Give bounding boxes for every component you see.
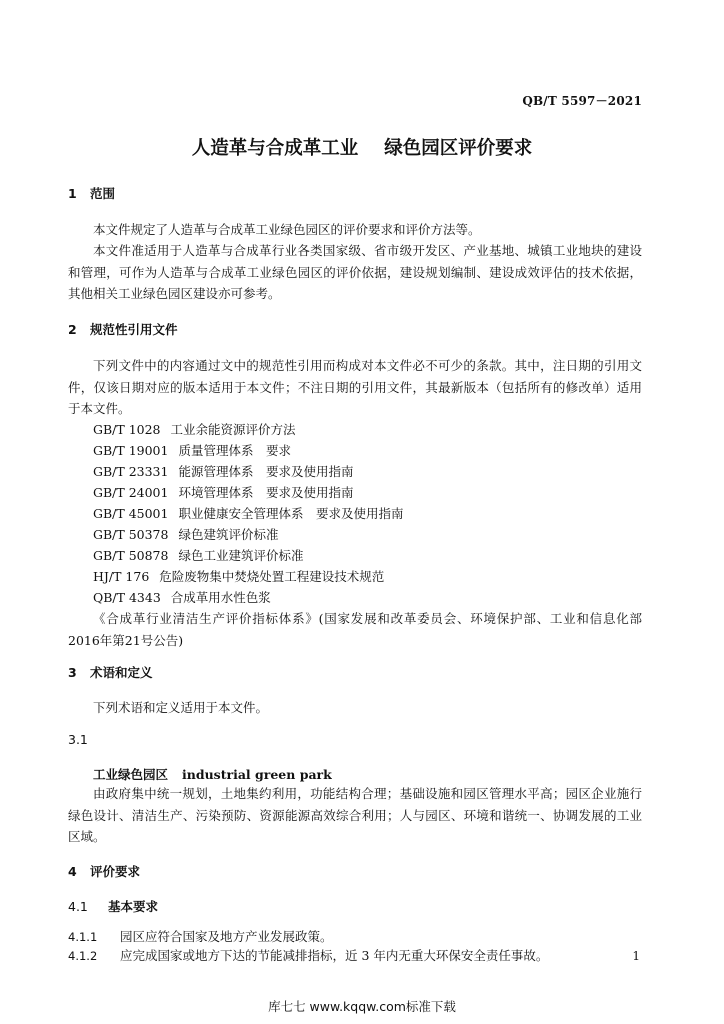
clause-number: 4.1.2 <box>68 949 98 963</box>
clause-4-1-1 <box>68 927 333 945</box>
reference-item <box>93 587 271 609</box>
section-title: 术语和定义 <box>90 665 153 680</box>
section-1-paragraph-1: 本文件规定了人造革与合成革工业绿色园区的评价要求和评价方法等。 <box>93 222 481 237</box>
section-1-heading <box>68 184 115 202</box>
section-number: 3 <box>68 665 77 680</box>
footer-watermark: 库七七 www.kqqw.com标准下载 <box>268 999 456 1014</box>
reference-code: GB/T 1028 <box>93 422 161 437</box>
section-number: 4 <box>68 864 77 879</box>
clause-text: 园区应符合国家及地方产业发展政策。 <box>120 929 333 944</box>
document-title <box>0 134 724 160</box>
page-number: 1 <box>632 949 640 963</box>
title-part-2: 绿色园区评价要求 <box>384 138 533 159</box>
section-title: 规范性引用文件 <box>90 322 178 337</box>
reference-code: GB/T 50378 <box>93 527 169 542</box>
other-reference: 《合成革行业清洁生产评价指标体系》(国家发展和改革委员会、环境保护部、工业和信息化部2016年第21号公告) <box>68 611 642 648</box>
reference-name: 合成革用水性色浆 <box>170 590 271 605</box>
subsection-3-1-number: 3.1 <box>68 732 88 747</box>
reference-item <box>93 419 296 441</box>
term-english: industrial green park <box>182 767 332 782</box>
reference-item <box>93 440 291 462</box>
section-2-heading <box>68 320 178 338</box>
reference-name: 环境管理体系 要求及使用指南 <box>178 485 354 500</box>
section-4-heading <box>68 862 140 880</box>
reference-code: GB/T 24001 <box>93 485 169 500</box>
title-part-1: 人造革与合成革工业 <box>191 138 359 159</box>
term-entry <box>93 765 332 783</box>
reference-code: QB/T 4343 <box>93 590 161 605</box>
subsection-number: 4.1 <box>68 899 88 914</box>
section-3-intro: 下列术语和定义适用于本文件。 <box>93 700 269 715</box>
reference-item <box>93 545 303 567</box>
section-title: 范围 <box>90 186 116 201</box>
reference-item <box>93 524 278 546</box>
reference-code: GB/T 45001 <box>93 506 169 521</box>
subsection-4-1-heading <box>68 897 158 915</box>
reference-name: 能源管理体系 要求及使用指南 <box>178 464 354 479</box>
section-3-heading <box>68 663 153 681</box>
section-number: 2 <box>68 322 77 337</box>
clause-4-1-2 <box>68 946 548 964</box>
section-1-paragraph-2: 本文件准适用于人造革与合成革行业各类国家级、省市级开发区、产业基地、城镇工业地块的建设和管理，可作为人造革与合成革工业绿色园区的评价依据，建设规划编制、建设成效评估的技术依据，其他相关工业绿色园区建设亦可参考。 <box>68 243 642 301</box>
term-definition: 由政府集中统一规划，土地集约利用，功能结构合理；基础设施和园区管理水平高；园区企业施行绿色设计、清洁生产、污染预防、资源能源高效综合利用；人与园区、环境和谐统一、协调发展的工业区域。 <box>68 786 642 844</box>
reference-item <box>93 566 384 588</box>
reference-name: 危险废物集中焚烧处置工程建设技术规范 <box>159 569 385 584</box>
reference-code: GB/T 23331 <box>93 464 169 479</box>
section-number: 1 <box>68 186 77 201</box>
reference-item <box>93 503 403 525</box>
section-2-intro: 下列文件中的内容通过文中的规范性引用而构成对本文件必不可少的条款。其中，注日期的引用文件，仅该日期对应的版本适用于本文件；不注日期的引用文件，其最新版本（包括所有的修改单）适用于本文件。 <box>68 358 642 416</box>
reference-code: HJ/T 176 <box>93 569 150 584</box>
standard-number: QB/T 5597－2021 <box>522 94 642 108</box>
reference-name: 绿色建筑评价标准 <box>178 527 279 542</box>
subsection-title: 基本要求 <box>108 899 159 914</box>
clause-text: 应完成国家或地方下达的节能减排指标，近 3 年内无重大环保安全责任事故。 <box>120 948 549 963</box>
reference-name: 质量管理体系 要求 <box>178 443 291 458</box>
term-chinese: 工业绿色园区 <box>93 767 169 782</box>
reference-code: GB/T 50878 <box>93 548 169 563</box>
reference-name: 工业余能资源评价方法 <box>170 422 296 437</box>
reference-name: 职业健康安全管理体系 要求及使用指南 <box>178 506 404 521</box>
clause-number: 4.1.1 <box>68 930 98 944</box>
section-title: 评价要求 <box>90 864 141 879</box>
reference-name: 绿色工业建筑评价标准 <box>178 548 304 563</box>
reference-code: GB/T 19001 <box>93 443 169 458</box>
reference-item <box>93 461 353 483</box>
reference-item <box>93 482 353 504</box>
